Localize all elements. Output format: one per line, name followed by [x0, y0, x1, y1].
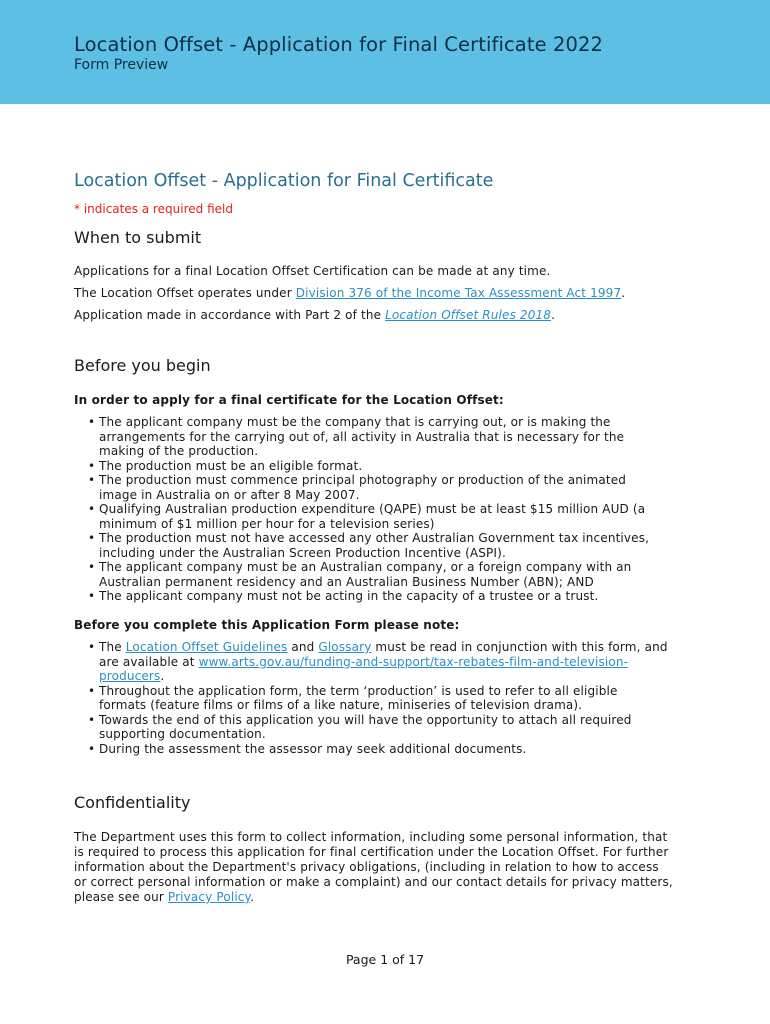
list-item: • The production must be an eligible format.: [88, 459, 668, 474]
list-item: • Throughout the application form, the term ‘production’ is used to refer to all eligible formats (feature films or films of a like nature, miniseries of television drama).: [88, 684, 668, 713]
when-to-submit-line2: The Location Offset operates under Division 376 of the Income Tax Assessment Act 1997.: [74, 286, 626, 300]
eligibility-subheading: In order to apply for a final certificate for the Location Offset:: [74, 393, 504, 407]
guidelines-link[interactable]: Location Offset Guidelines: [125, 640, 288, 654]
list-item: • The applicant company must not be acting in the capacity of a trustee or a trust.: [88, 589, 668, 604]
page-title: Location Offset - Application for Final Certificate 2022: [74, 33, 604, 56]
list-item: • The production must commence principal photography or production of the animated image in Australia on or after 8 May 2007.: [88, 473, 668, 502]
division-376-link[interactable]: Division 376 of the Income Tax Assessment Act 1997: [295, 286, 622, 300]
before-you-begin-heading: Before you begin: [74, 356, 211, 375]
list-item: • The production must not have accessed any other Australian Government tax incentives, including under the Australian Screen Production Incentive (ASPI).: [88, 531, 668, 560]
privacy-policy-link[interactable]: Privacy Policy: [167, 890, 251, 904]
location-offset-rules-link[interactable]: Location Offset Rules 2018: [385, 308, 552, 322]
list-item: • Qualifying Australian production expenditure (QAPE) must be at least $15 million AUD (a minimum of $1 million per hour for a television series): [88, 502, 668, 531]
glossary-link[interactable]: Glossary: [318, 640, 372, 654]
confidentiality-text: The Department uses this form to collect information, including some personal information, that is required to process this application for final certification under the Location Offset. For further information about the Department's privacy obligations, (including in relation to how to access or correct personal information or make a complaint) and our contact details for privacy matters, please see our Privacy Policy.: [74, 830, 673, 904]
list-item: • The applicant company must be an Australian company, or a foreign company with an Australian permanent residency and an Australian Business Number (ABN); AND: [88, 560, 668, 589]
list-item: • The applicant company must be the company that is carrying out, or is making the arrangements for the carrying out of, all activity in Australia that is necessary for the making of the production.: [88, 415, 668, 459]
when-to-submit-line1: Applications for a final Location Offset Certification can be made at any time.: [74, 264, 551, 278]
when-to-submit-heading: When to submit: [74, 228, 202, 247]
page-number: Page 1 of 17: [345, 952, 425, 967]
required-field-note: * indicates a required field: [74, 202, 233, 216]
when-to-submit-line3: Application made in accordance with Part 2 of the Location Offset Rules 2018.: [74, 308, 556, 322]
form-title: Location Offset - Application for Final Certificate: [74, 171, 494, 191]
list-item: • During the assessment the assessor may seek additional documents.: [88, 742, 668, 757]
confidentiality-heading: Confidentiality: [74, 793, 191, 812]
page-subtitle: Form Preview: [74, 57, 169, 73]
list-item: • Towards the end of this application you will have the opportunity to attach all required supporting documentation.: [88, 713, 668, 742]
eligibility-list: [88, 415, 668, 604]
arts-gov-link[interactable]: www.arts.gov.au/funding-and-support/tax-rebates-film-and-television-producers: [99, 654, 629, 683]
note-subheading: Before you complete this Application Form please note:: [74, 618, 460, 632]
list-item: • The Location Offset Guidelines and Glossary must be read in conjunction with this form, and are available at www.arts.gov.au/funding-and-support/tax-rebates-film-and-television-producers.: [88, 640, 668, 684]
note-list: [88, 640, 668, 756]
